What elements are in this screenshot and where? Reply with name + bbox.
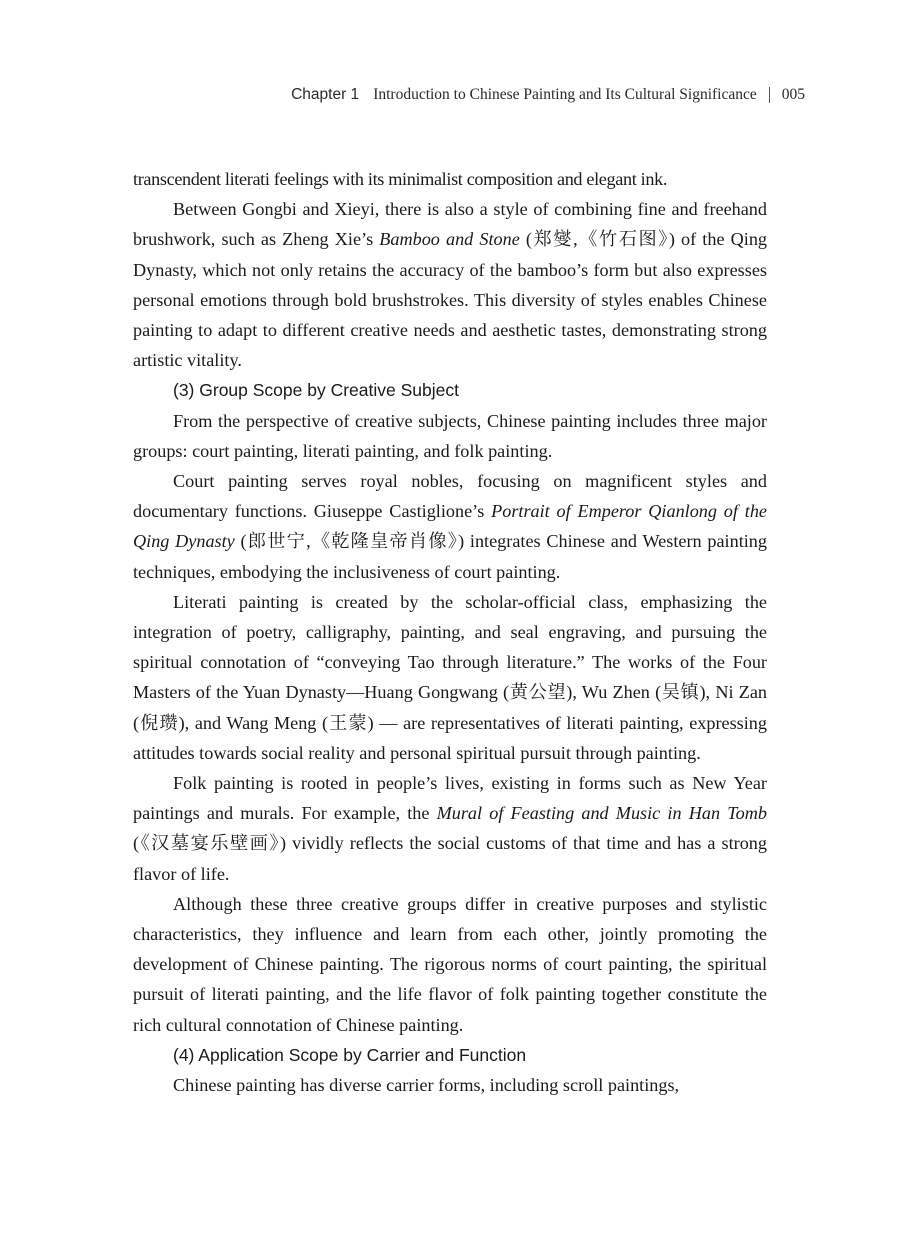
text-run: Court painting serves royal nobles, focusing on magnificent styles and documentary functions. Giuseppe Castiglione’s [133, 471, 767, 522]
paragraph-court-painting [133, 466, 767, 587]
text-run: (郑燮,《竹石图》) of the Qing Dynasty, which not only retains the accuracy of the bamboo’s form but also expresses personal emotions through bold brushstrokes. This diversity of styles enables Chinese painting to adapt to different creative needs and aesthetic tastes, demonstrating strong artistic vitality. [133, 229, 768, 371]
section-heading-creative-subject: (3) Group Scope by Creative Subject [173, 380, 459, 401]
chapter-label: Chapter 1 [291, 86, 360, 103]
page-number: 005 [781, 86, 805, 103]
paragraph-literati-painting: Literati painting is created by the scholar-official class, emphasizing the integration of poetry, calligraphy, painting, and seal engraving, and pursuing the spiritual connotation of “conveying Tao through literature.” The works of the Four Masters of the Yuan Dynasty—Huang Gongwang (黄公望), Wu Zhen (吴镇), Ni Zan (倪瓒), and Wang Meng (王蒙) — are representatives of literati painting, expressing attitudes towards social reality and personal spiritual pursuit through painting. [133, 591, 767, 763]
header-divider [769, 87, 770, 103]
text-run: Between Gongbi and Xieyi, there is also a style of combining fine and freehand brushwork, such as Zheng Xie’s [133, 199, 767, 250]
paragraph-folk-painting [133, 768, 767, 889]
chapter-title: Introduction to Chinese Painting and Its Cultural Significance [373, 86, 757, 103]
text-run: Folk painting is rooted in people’s lives, existing in forms such as New Year paintings and murals. For example, the [133, 773, 767, 824]
artwork-title: Portrait of Emperor Qianlong of the Qing Dynasty [133, 501, 767, 552]
paragraph-carrier-forms: Chinese painting has diverse carrier forms, including scroll paintings, [173, 1075, 680, 1096]
paragraph-continuation: transcendent literati feelings with its minimalist composition and elegant ink. [133, 169, 668, 189]
paragraph-three-groups: From the perspective of creative subjects, Chinese painting includes three major groups: court painting, literati painting, and folk painting. [133, 410, 767, 461]
artwork-title: Mural of Feasting and Music in Han Tomb [436, 803, 767, 824]
artwork-title: Bamboo and Stone [379, 229, 520, 250]
section-heading-carrier-function: (4) Application Scope by Carrier and Function [173, 1044, 527, 1065]
text-run: (《汉墓宴乐壁画》) vividly reflects the social customs of that time and has a strong flavor of life. [133, 833, 767, 884]
paragraph-styles-combination [133, 194, 767, 375]
paragraph-groups-summary: Although these three creative groups differ in creative purposes and stylistic characteristics, they influence and learn from each other, jointly promoting the development of Chinese painting. The rigorous norms of court painting, the spiritual pursuit of literati painting, and the life flavor of folk painting together constitute the rich cultural connotation of Chinese painting. [133, 893, 767, 1035]
text-run: (郎世宁,《乾隆皇帝肖像》) integrates Chinese and Western painting techniques, embodying the inclusiveness of court painting. [133, 531, 767, 582]
running-header [291, 86, 805, 104]
body-text [133, 164, 767, 1100]
